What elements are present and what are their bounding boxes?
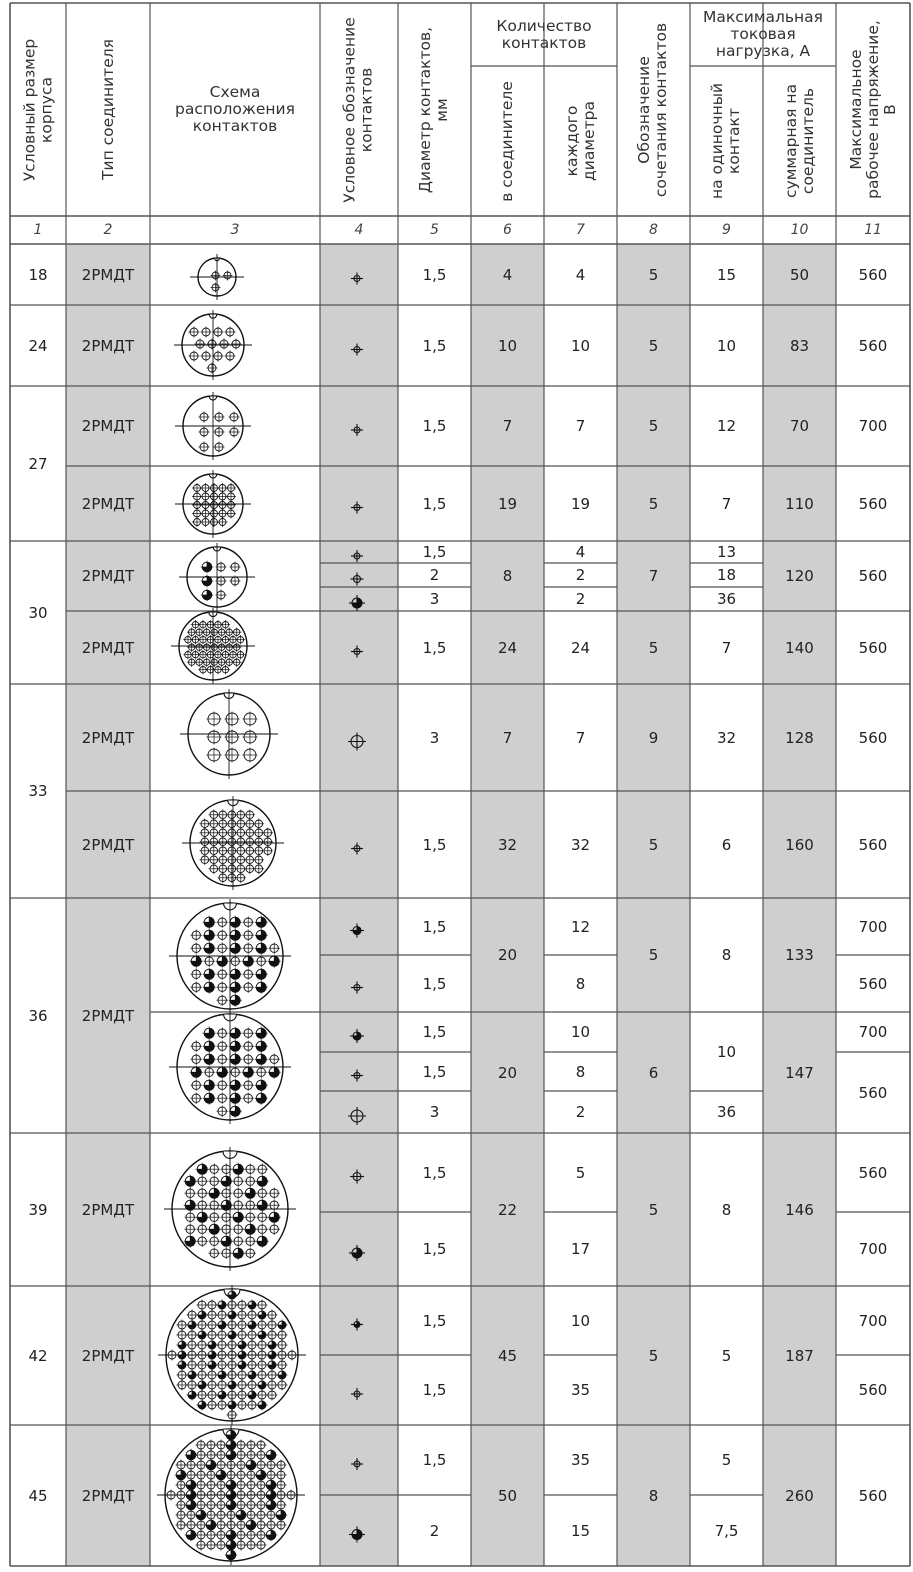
value-combination: 8 <box>648 1486 659 1505</box>
value-n_each: 17 <box>570 1240 591 1258</box>
value-n-total: 22 <box>497 1200 518 1219</box>
value-i-total: 146 <box>785 1200 814 1219</box>
value-d: 1,5 <box>422 917 447 936</box>
value-n_each: 10 <box>570 1311 591 1330</box>
type-cell: 2РМДТ <box>81 835 135 854</box>
value-i-single: 10 <box>716 1042 737 1061</box>
header-size-text: Условный размер корпуса <box>20 38 56 181</box>
value-n-total: 45 <box>497 1346 518 1365</box>
value-u: 560 <box>858 265 888 284</box>
value-u: 560 <box>858 728 888 747</box>
value-i-total: 110 <box>785 494 814 513</box>
value-voltage: 560 <box>858 1083 888 1102</box>
header-voltage <box>836 3 910 216</box>
value-i_single: 7 <box>721 494 732 513</box>
type-cell: 2РМДТ <box>81 1346 135 1365</box>
value-n_each: 8 <box>575 1062 586 1081</box>
connector-pinout-diagram-icon <box>190 254 244 300</box>
header-current-single <box>690 66 763 216</box>
value-d: 1,5 <box>422 974 447 993</box>
value-n_each: 32 <box>570 835 591 854</box>
value-u: 560 <box>858 1486 888 1505</box>
value-i_single: 10 <box>716 336 737 355</box>
value-d: 1,5 <box>422 336 447 355</box>
column-number-6: 6 <box>503 222 512 238</box>
value-d: 1,5 <box>422 1023 447 1041</box>
value-n_each: 2 <box>575 590 586 608</box>
value-n_each: 8 <box>575 974 586 993</box>
type-cell: 2РМДТ <box>81 494 135 513</box>
size-cell: 42 <box>28 1346 48 1365</box>
value-i-total: 70 <box>789 417 810 435</box>
value-i_single: 7 <box>721 638 732 657</box>
value-d: 3 <box>429 590 440 608</box>
value-i_single: 12 <box>716 417 737 435</box>
type-cell: 2РМДТ <box>81 638 135 657</box>
type-cell: 2РМДТ <box>81 1200 135 1219</box>
value-combination: 5 <box>648 1200 659 1219</box>
value-d: 1,5 <box>422 543 447 561</box>
header-type <box>66 3 150 216</box>
value-i-total: 187 <box>785 1346 814 1365</box>
value-n_each: 24 <box>570 638 591 657</box>
value-n_each: 2 <box>575 566 586 584</box>
value-i_single: 36 <box>716 590 737 608</box>
value-i-total: 140 <box>785 638 814 657</box>
type-cell: 2РМДТ <box>81 728 135 747</box>
header-count-group: Количество контактов <box>496 16 592 52</box>
connector-pinout-diagram-icon <box>180 689 278 779</box>
value-i-total: 120 <box>785 567 814 585</box>
size-cell: 45 <box>28 1486 48 1505</box>
type-cell: 2РМДТ <box>81 417 135 435</box>
header-current-single-text: на одиночный контакт <box>708 82 744 200</box>
value-d: 1,5 <box>422 1062 447 1081</box>
value-n_each: 7 <box>575 417 586 435</box>
header-diameter-text: Диаметр контактов, мм <box>416 26 452 193</box>
value-i-total: 128 <box>785 728 814 747</box>
header-count-total <box>471 66 544 216</box>
value-u: 700 <box>858 917 888 936</box>
value-i_single: 8 <box>721 1200 732 1219</box>
value-i_single: 32 <box>716 728 737 747</box>
connector-pinout-diagram-icon <box>169 899 291 1013</box>
value-i-total: 160 <box>785 835 814 854</box>
value-n-total: 7 <box>502 728 513 747</box>
header-combination-text: Обозначение сочетания контактов <box>635 22 671 197</box>
value-i_single: 5 <box>721 1346 732 1365</box>
value-d: 3 <box>429 728 440 747</box>
value-n-total: 32 <box>497 835 518 854</box>
value-i_single: 7,5 <box>714 1521 739 1540</box>
value-n_each: 7 <box>575 728 586 747</box>
type-cell: 2РМДТ <box>81 1486 135 1505</box>
size-cell: 24 <box>28 336 48 355</box>
value-n_each: 19 <box>570 494 591 513</box>
header-current-total <box>763 66 836 216</box>
value-i_single: 8 <box>721 946 732 964</box>
connector-pinout-diagram-icon <box>169 1010 291 1124</box>
type-cell: 2РМДТ <box>81 336 135 355</box>
connector-pinout-diagram-icon <box>157 1425 305 1565</box>
value-n_each: 5 <box>575 1163 586 1182</box>
value-i-single: 36 <box>716 1103 737 1121</box>
value-i_single: 13 <box>716 543 737 561</box>
value-i-total: 50 <box>789 265 810 284</box>
column-number-4: 4 <box>354 222 364 238</box>
header-type-text: Тип соединителя <box>98 39 117 180</box>
header-current-group: Максимальная токовая нагрузка, А <box>702 8 824 60</box>
value-n-total: 7 <box>502 417 513 435</box>
value-n-total: 50 <box>497 1486 518 1505</box>
connector-pinout-diagram-icon <box>175 392 251 460</box>
value-d: 1,5 <box>422 638 447 657</box>
value-d: 1,5 <box>422 1311 447 1330</box>
connector-pinout-diagram-icon <box>158 1285 306 1425</box>
value-d: 3 <box>429 1103 440 1121</box>
header-voltage-text: Максимальное рабочее напряжение, В <box>846 20 899 199</box>
column-number-2: 2 <box>103 222 113 238</box>
value-n_each: 2 <box>575 1103 586 1121</box>
value-combination: 5 <box>648 417 659 435</box>
header-count-total-text: в соединителе <box>498 80 517 202</box>
size-cell: 39 <box>28 1200 48 1219</box>
header-count-each-text: каждого диаметра <box>562 101 598 181</box>
column-number-10: 10 <box>790 222 809 238</box>
header-current-total-text: суммарная на соединитель <box>781 84 817 198</box>
connector-pinout-diagram-icon <box>174 310 252 380</box>
value-n_each: 10 <box>570 336 591 355</box>
value-n-total: 8 <box>502 567 513 585</box>
value-d: 1,5 <box>422 417 447 435</box>
connector-pinout-diagram-icon <box>182 796 284 890</box>
value-combination: 5 <box>648 946 659 964</box>
value-i-total: 83 <box>789 336 810 355</box>
value-d: 1,5 <box>422 1381 447 1399</box>
value-i-total: 133 <box>785 946 814 964</box>
type-cell: 2РМДТ <box>81 1006 135 1025</box>
header-diameter <box>398 3 471 216</box>
value-n_each: 35 <box>570 1451 591 1469</box>
value-combination: 5 <box>648 265 659 284</box>
size-cell: 27 <box>28 454 48 473</box>
value-n-total: 24 <box>497 638 518 657</box>
value-voltage: 700 <box>858 1023 888 1041</box>
value-u: 560 <box>858 1381 888 1399</box>
connector-pinout-diagram-icon <box>164 1147 296 1271</box>
column-number-3: 3 <box>230 222 240 238</box>
value-d: 1,5 <box>422 494 447 513</box>
value-u: 560 <box>858 494 888 513</box>
value-combination: 5 <box>648 494 659 513</box>
value-u: 560 <box>858 336 888 355</box>
value-d: 1,5 <box>422 265 447 284</box>
value-u: 560 <box>858 835 888 854</box>
column-number-7: 7 <box>576 222 585 238</box>
value-d: 1,5 <box>422 835 447 854</box>
value-u: 700 <box>858 417 888 435</box>
value-combination: 6 <box>648 1063 659 1082</box>
value-n_each: 4 <box>575 265 586 284</box>
value-n_each: 4 <box>575 543 586 561</box>
header-count-each <box>544 66 617 216</box>
value-u: 560 <box>858 974 888 993</box>
value-u: 700 <box>858 1240 888 1258</box>
type-cell: 2РМДТ <box>81 265 135 284</box>
header-symbol <box>320 3 398 216</box>
value-combination: 5 <box>648 638 659 657</box>
value-i_single: 5 <box>721 1451 732 1469</box>
size-cell: 18 <box>28 265 48 284</box>
column-number-5: 5 <box>430 222 439 238</box>
value-u: 700 <box>858 1311 888 1330</box>
value-i_single: 18 <box>716 566 737 584</box>
size-cell: 33 <box>28 782 48 800</box>
value-n_each: 35 <box>570 1381 591 1399</box>
value-i-total: 260 <box>785 1486 814 1505</box>
value-i_single: 15 <box>716 265 737 284</box>
size-cell: 30 <box>28 603 48 622</box>
size-cell: 36 <box>28 1006 48 1025</box>
value-n_each: 10 <box>570 1023 591 1041</box>
value-combination: 5 <box>648 835 659 854</box>
value-u: 560 <box>858 567 888 585</box>
value-n-total: 19 <box>497 494 518 513</box>
value-n-total: 10 <box>497 336 518 355</box>
value-d: 2 <box>429 566 440 584</box>
header-symbol-text: Условное обозначение контактов <box>341 16 377 203</box>
connector-pinout-diagram-icon <box>179 543 255 611</box>
value-n_each: 12 <box>570 917 591 936</box>
value-d: 1,5 <box>422 1240 447 1258</box>
value-combination: 5 <box>648 1346 659 1365</box>
header-size <box>10 3 66 216</box>
value-d: 2 <box>429 1521 440 1540</box>
header-combination <box>617 3 690 216</box>
value-u: 560 <box>858 1163 888 1182</box>
value-combination: 9 <box>648 728 659 747</box>
value-combination: 5 <box>648 336 659 355</box>
connector-pinout-diagram-icon <box>171 608 255 684</box>
value-n_each: 15 <box>570 1521 591 1540</box>
value-combination: 7 <box>648 567 659 585</box>
column-number-9: 9 <box>722 222 731 238</box>
value-d: 1,5 <box>422 1163 447 1182</box>
type-cell: 2РМДТ <box>81 567 135 585</box>
column-number-8: 8 <box>649 222 658 238</box>
connector-pinout-diagram-icon <box>175 470 251 538</box>
value-n-total: 20 <box>497 946 518 964</box>
value-u: 560 <box>858 638 888 657</box>
header-scheme: Схема расположения контактов <box>175 83 295 135</box>
column-number-11: 11 <box>864 222 882 238</box>
value-i-total: 147 <box>785 1063 814 1082</box>
value-n-total: 20 <box>497 1063 518 1082</box>
value-d: 1,5 <box>422 1451 447 1469</box>
shaded-column <box>320 244 398 1566</box>
value-n-total: 4 <box>502 265 513 284</box>
value-i_single: 6 <box>721 835 732 854</box>
column-number-1: 1 <box>33 222 43 238</box>
